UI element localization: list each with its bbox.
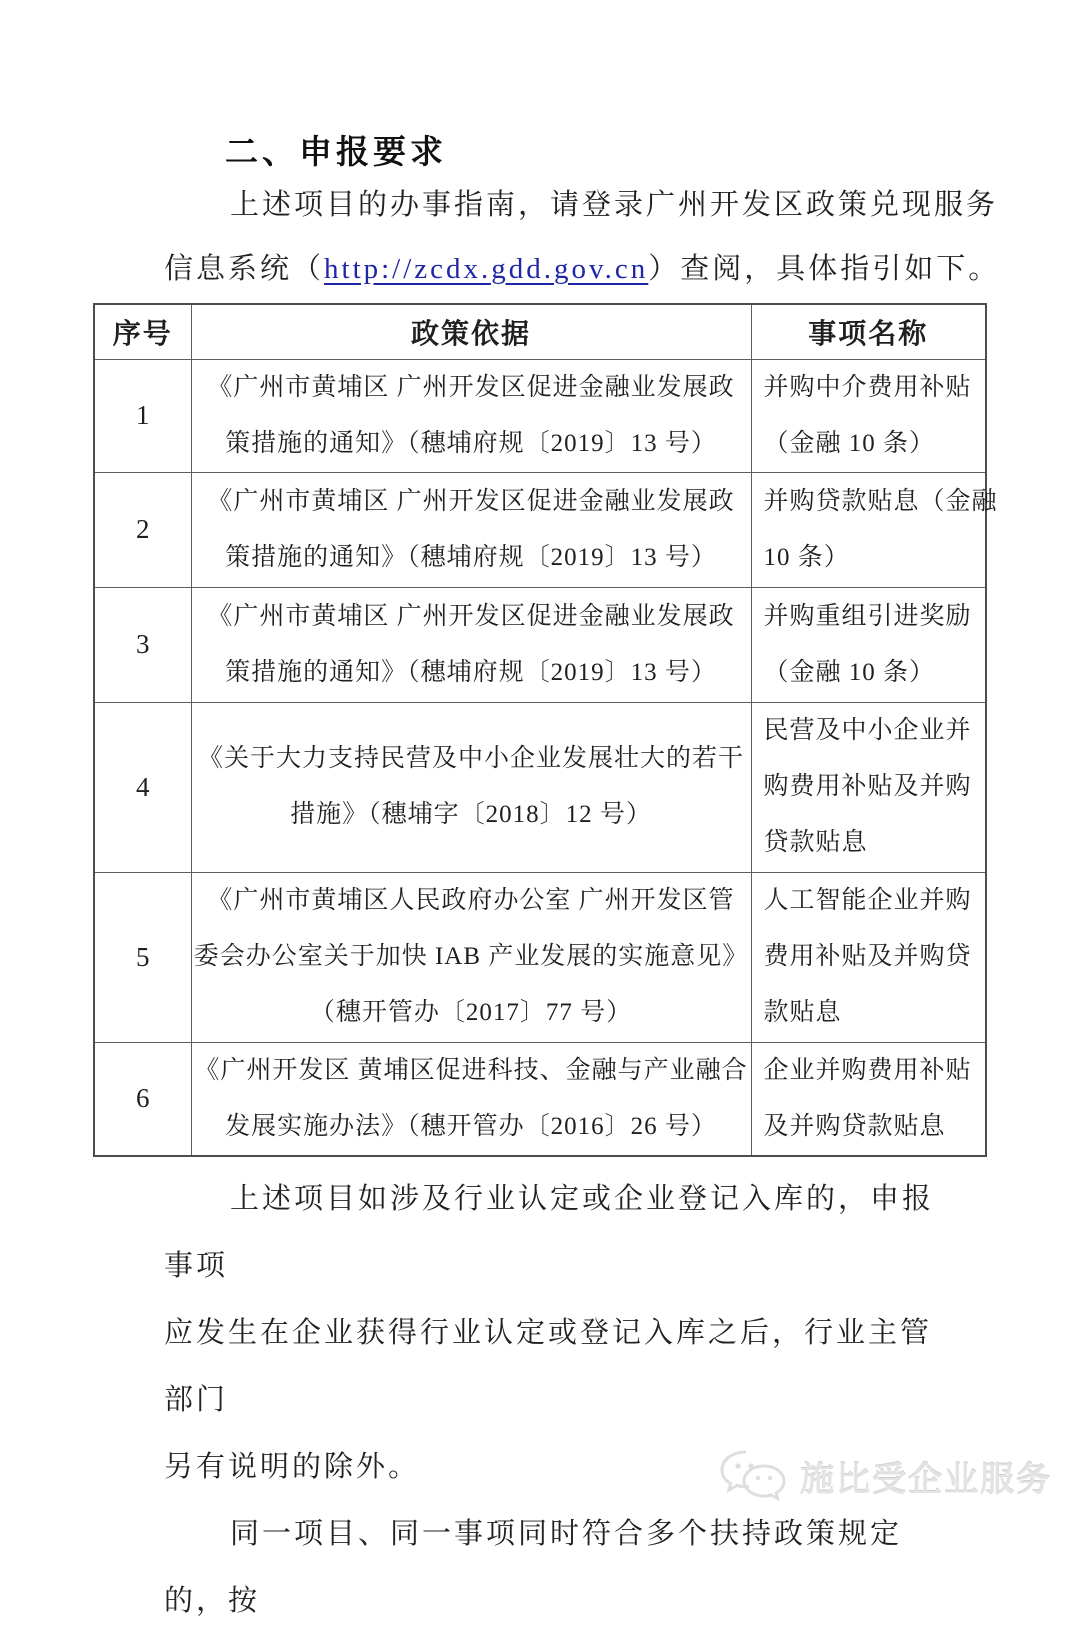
body-paragraph-1: 上述项目如涉及行业认定或企业登记入库的，申报事项 应发生在企业获得行业认定或登记入库之后，行业主管部门 另有说明的除外。 bbox=[164, 1182, 935, 1483]
row-policy: 《关于大力支持民营及中小企业发展壮大的若干 措施》（穗埔字〔2018〕12 号） bbox=[191, 702, 751, 872]
table-row bbox=[94, 587, 986, 702]
body-paragraph-2: 同一项目、同一事项同时符合多个扶持政策规定的，按 bbox=[164, 1517, 903, 1617]
row-item: 并购重组引进奖励 （金融 10 条） bbox=[751, 587, 986, 702]
table-header-row bbox=[94, 304, 986, 359]
intro-line2-suffix: ）查阅，具体指引如下。 bbox=[648, 253, 1001, 285]
wechat-logo-icon bbox=[718, 1448, 790, 1504]
header-cell-number: 序号 bbox=[94, 304, 191, 359]
intro-paragraph-line2 bbox=[164, 237, 1080, 301]
row-item: 并购中介费用补贴 （金融 10 条） bbox=[751, 359, 986, 472]
policy-table bbox=[93, 303, 998, 1157]
row-number: 1 bbox=[94, 359, 191, 472]
table-row bbox=[94, 872, 986, 1042]
table-row bbox=[94, 472, 986, 587]
row-number: 3 bbox=[94, 587, 191, 702]
table-row bbox=[94, 1042, 986, 1156]
row-item: 企业并购费用补贴 及并购贷款贴息 bbox=[751, 1042, 986, 1156]
footer-watermark bbox=[718, 1448, 1052, 1504]
row-policy: 《广州市黄埔区 广州开发区促进金融业发展政 策措施的通知》（穗埔府规〔2019〕13 号） bbox=[191, 472, 751, 587]
table-row bbox=[94, 359, 986, 472]
table-row bbox=[94, 702, 986, 872]
row-item: 民营及中小企业并 购费用补贴及并购 贷款贴息 bbox=[751, 702, 986, 872]
intro-paragraph-line1: 上述项目的办事指南，请登录广州开发区政策兑现服务 bbox=[230, 189, 999, 221]
row-policy: 《广州开发区 黄埔区促进科技、金融与产业融合 发展实施办法》（穗开管办〔2016〕26 号） bbox=[191, 1042, 751, 1156]
footer-brand-text: 施比受企业服务 bbox=[800, 1460, 1052, 1499]
row-number: 4 bbox=[94, 702, 191, 872]
row-policy: 《广州市黄埔区 广州开发区促进金融业发展政 策措施的通知》（穗埔府规〔2019〕13 号） bbox=[191, 359, 751, 472]
section-heading: 二、申报要求 bbox=[225, 133, 447, 170]
header-cell-item: 事项名称 bbox=[751, 304, 986, 359]
policy-system-link[interactable]: http://zcdx.gdd.gov.cn bbox=[324, 253, 649, 285]
row-item: 并购贷款贴息（金融 10 条） bbox=[751, 472, 986, 587]
row-number: 5 bbox=[94, 872, 191, 1042]
row-number: 2 bbox=[94, 472, 191, 587]
header-cell-policy: 政策依据 bbox=[191, 304, 751, 359]
row-item: 人工智能企业并购 费用补贴及并购贷 款贴息 bbox=[751, 872, 986, 1042]
row-number: 6 bbox=[94, 1042, 191, 1156]
row-policy: 《广州市黄埔区 广州开发区促进金融业发展政 策措施的通知》（穗埔府规〔2019〕13 号） bbox=[191, 587, 751, 702]
row-policy: 《广州市黄埔区人民政府办公室 广州开发区管 委会办公室关于加快 IAB 产业发展的实施意见》 （穗开管办〔2017〕77 号） bbox=[191, 872, 751, 1042]
intro-line2-prefix: 信息系统（ bbox=[164, 253, 325, 285]
